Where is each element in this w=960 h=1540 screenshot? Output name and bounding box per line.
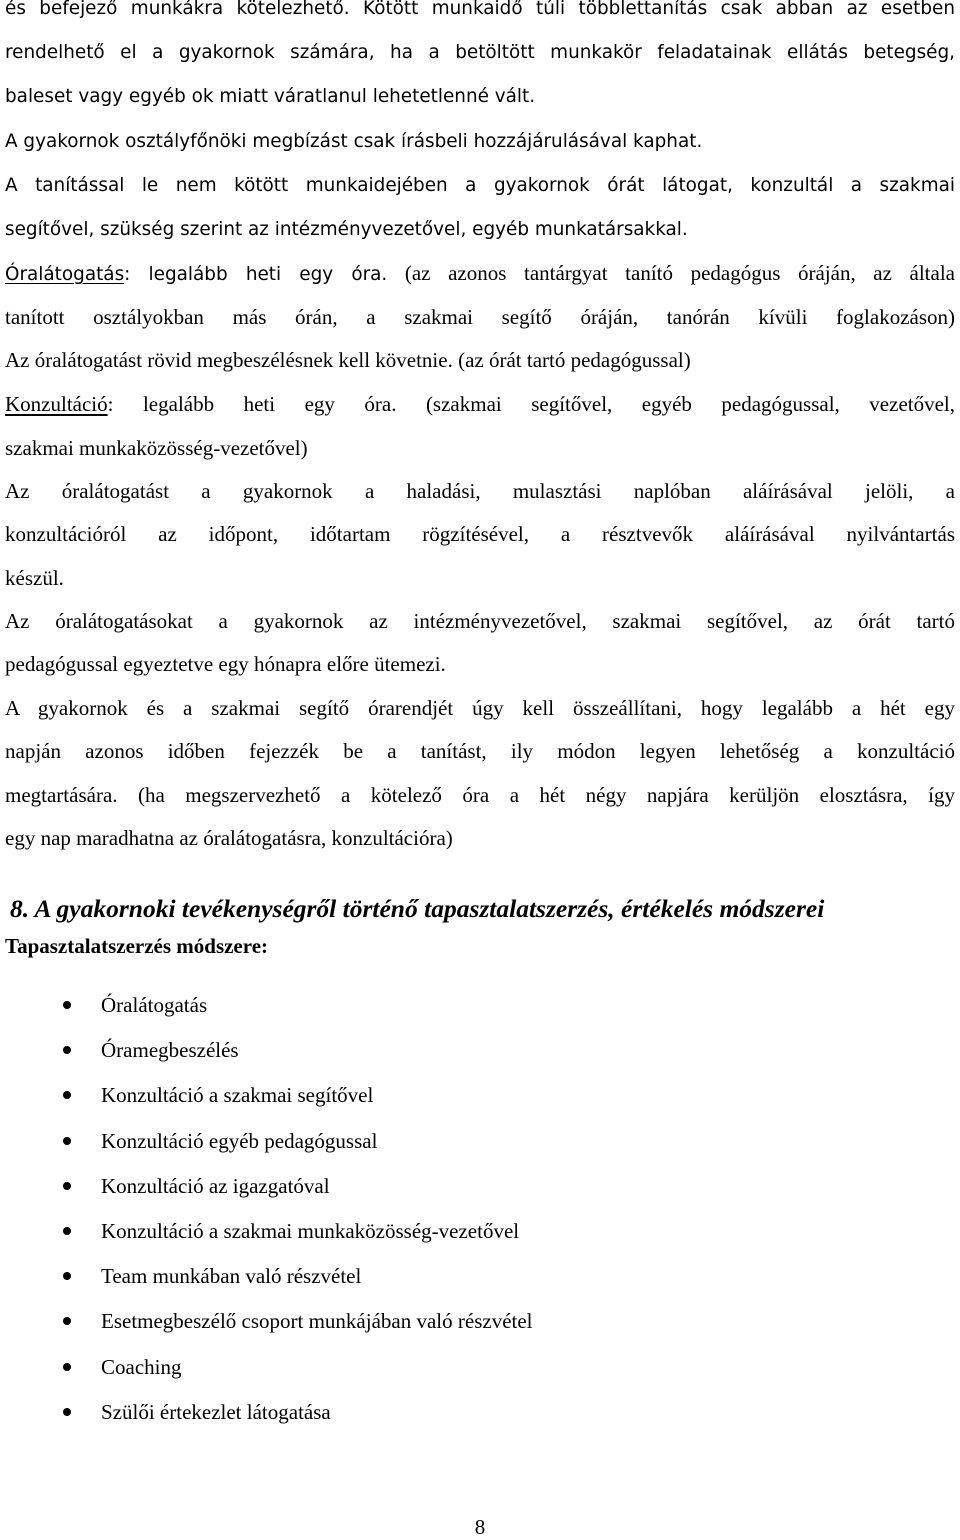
text-line: pedagógussal egyeztetve egy hónapra előre ütemezi.	[5, 652, 446, 676]
bullet-icon	[63, 1317, 71, 1325]
section-subheading: Tapasztalatszerzés módszere:	[5, 934, 269, 958]
list-item	[0, 1037, 533, 1082]
text-line: rendelhető el a gyakornok számára, ha a betöltött munkakör feladatainak ellátás betegség,	[5, 42, 955, 63]
text-line: egy nap maradhatna az óralátogatásra, konzultációra)	[5, 826, 453, 850]
text-line: készül.	[5, 566, 64, 590]
text-line: A tanítással le nem kötött munkaidejében a gyakornok órát látogat, konzultál a szakmai	[5, 175, 955, 196]
text-line: Az óralátogatásokat a gyakornok az intézményvezetővel, szakmai segítővel, az órát tartó	[5, 609, 955, 633]
methods-list	[0, 992, 533, 1444]
bullet-icon	[63, 1272, 71, 1280]
text-line: Az óralátogatást a gyakornok a haladási, mulasztási naplóban aláírásával jelöli, a	[5, 479, 955, 503]
list-item	[0, 1263, 533, 1308]
bullet-icon	[63, 1227, 71, 1235]
list-item	[0, 1218, 533, 1263]
text-line: baleset vagy egyéb ok miatt váratlanul lehetetlenné vált.	[5, 86, 536, 107]
list-item	[0, 992, 533, 1037]
text-fragment: (szakmai segítővel, egyéb pedagógussal, vezetővel,	[396, 392, 956, 416]
list-item	[0, 1308, 533, 1353]
list-item-label: Szülői értekezlet látogatása	[101, 1399, 331, 1424]
list-item-label: Coaching	[101, 1354, 182, 1379]
term-konzultacio: Konzultáció	[5, 392, 108, 416]
list-item-label: Konzultáció a szakmai munkaközösség-vezetővel	[101, 1218, 520, 1243]
text-line: megtartására. (ha megszervezhető a kötelező óra a hét négy napjára kerüljön elosztásra, így	[5, 783, 955, 807]
section-heading: 8. A gyakornoki tevékenységről történő tapasztalatszerzés, értékelés módszerei	[10, 894, 825, 923]
list-item-label: Konzultáció egyéb pedagógussal	[101, 1128, 378, 1153]
text-line: segítővel, szükség szerint az intézményvezetővel, egyéb munkatársakkal.	[5, 219, 688, 240]
text-line: napján azonos időben fejezzék be a tanítást, ily módon legyen lehetőség a konzultáció	[5, 739, 955, 763]
bullet-icon	[63, 1182, 71, 1190]
bullet-icon	[63, 1091, 71, 1099]
text-line: és befejező munkákra kötelezhető. Kötött munkaidő túli többlettanítás csak abban az esetben	[5, 0, 955, 19]
term-oralatogatas: Óralátogatás	[5, 264, 125, 285]
text-fragment: : legalább heti egy óra.	[124, 264, 388, 285]
list-item	[0, 1128, 533, 1173]
list-item	[0, 1082, 533, 1127]
text-line	[5, 260, 955, 286]
list-item-label: Óralátogatás	[101, 993, 208, 1017]
bullet-icon	[63, 1408, 71, 1416]
text-line: szakmai munkaközösség-vezetővel)	[5, 436, 308, 460]
list-item-label: Óramegbeszélés	[101, 1038, 239, 1063]
list-item	[0, 1354, 533, 1399]
list-item	[0, 1173, 533, 1218]
list-item-label: Konzultáció a szakmai segítővel	[101, 1083, 374, 1108]
text-fragment: (az azonos tantárgyat tanító pedagógus óráján, az általa	[387, 261, 955, 285]
list-item	[0, 1399, 533, 1444]
page-number: 8	[474, 1515, 486, 1539]
bullet-icon	[63, 1363, 71, 1371]
bullet-icon	[63, 1001, 71, 1009]
text-line: tanított osztályokban más órán, a szakmai segítő óráján, tanórán kívüli foglakozáson)	[5, 305, 955, 329]
list-item-label: Team munkában való részvétel	[101, 1264, 362, 1289]
text-line: Az óralátogatást rövid megbeszélésnek kell követnie. (az órát tartó pedagógussal)	[5, 348, 691, 372]
list-item-label: Esetmegbeszélő csoport munkájában való részvétel	[101, 1309, 533, 1334]
text-line	[5, 391, 955, 417]
text-line: A gyakornok osztályfőnöki megbízást csak írásbeli hozzájárulásával kaphat.	[5, 131, 703, 152]
text-line: A gyakornok és a szakmai segítő órarendjét úgy kell összeállítani, hogy legalább a hét egy	[5, 696, 955, 720]
bullet-icon	[63, 1137, 71, 1145]
list-item-label: Konzultáció az igazgatóval	[101, 1173, 330, 1198]
bullet-icon	[63, 1046, 71, 1054]
text-line: konzultációról az időpont, időtartam rögzítésével, a résztvevők aláírásával nyilvántartás	[5, 522, 955, 546]
text-fragment: : legalább heti egy óra.	[107, 392, 397, 416]
